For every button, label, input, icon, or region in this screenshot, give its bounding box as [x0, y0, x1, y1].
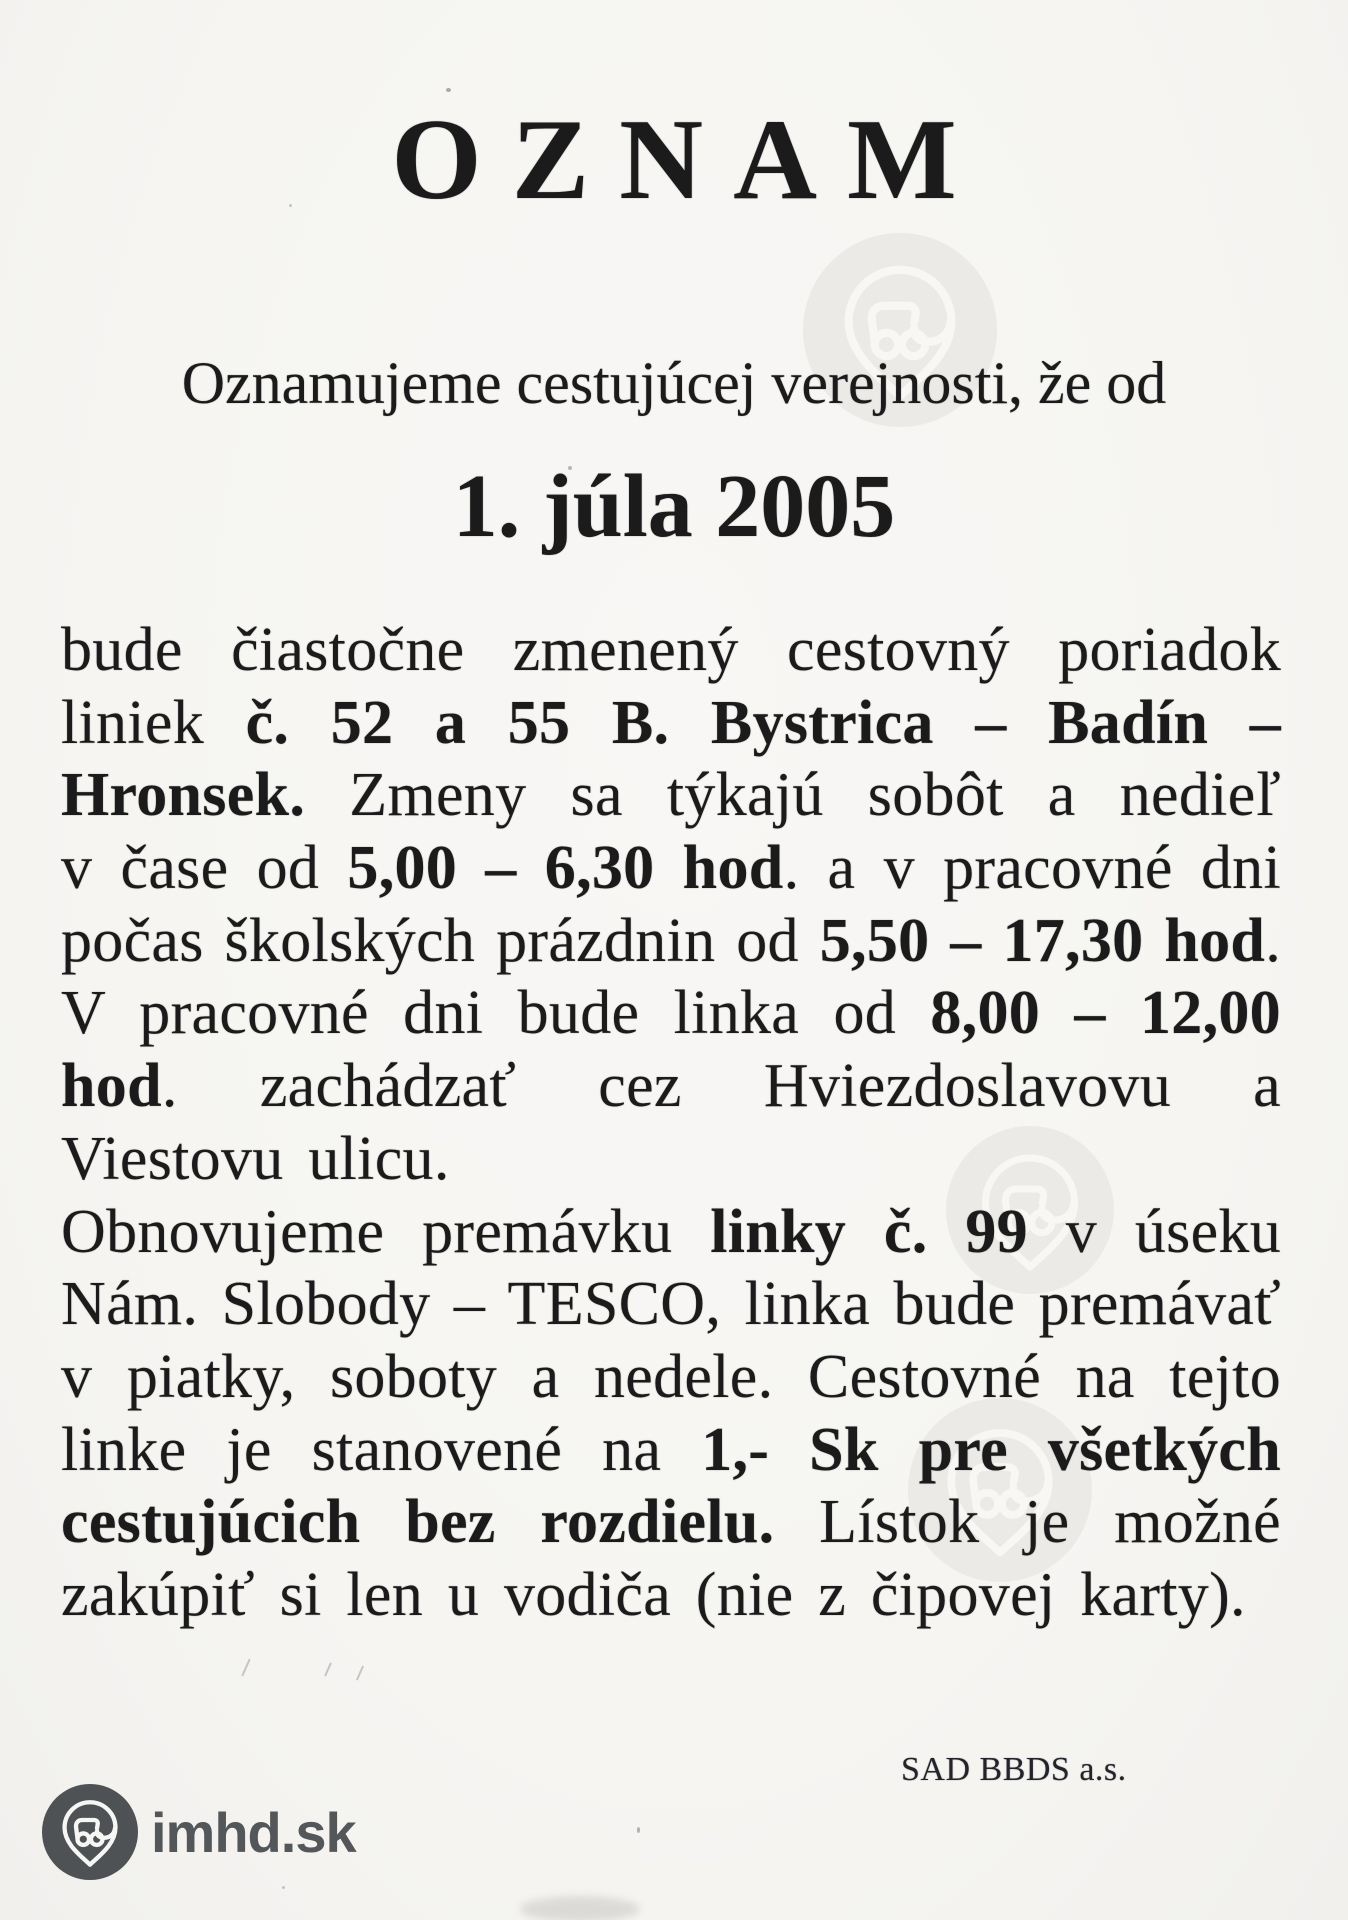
- body-text-segment: Viestovu ulicu.: [61, 1124, 450, 1193]
- body-text-bold-segment: 5,00 – 6,30 hod: [347, 834, 784, 903]
- scan-speck: [289, 204, 292, 207]
- body-text-segment: bude čiastočne zmenený cestovný poriadok: [61, 616, 1281, 684]
- body-text-segment: počas školských prázdnin od: [61, 906, 820, 975]
- scan-speck: [282, 1886, 285, 1889]
- imhd-logo-text: imhd.sk: [151, 1800, 356, 1864]
- body-line: [61, 832, 1281, 905]
- body-text-bold-segment: cestujúcich bez rozdielu.: [61, 1488, 775, 1557]
- pencil-mark: [324, 1662, 332, 1677]
- body-line: [61, 977, 1281, 1050]
- scan-smudge: [520, 1896, 640, 1920]
- scan-speck: [568, 466, 572, 470]
- body-text-segment: Nám. Slobody – TESCO, linka bude premávať: [61, 1270, 1281, 1339]
- body-line: [61, 905, 1281, 978]
- body-text-bold-segment: č. 52 a 55 B. Bystrica – Badín –: [245, 688, 1282, 757]
- body-line: [61, 1341, 1281, 1414]
- signature-company: SAD BBDS a.s.: [901, 1751, 1127, 1788]
- pencil-mark: [241, 1658, 251, 1676]
- body-line: [61, 1486, 1281, 1559]
- body-line: [61, 1559, 1281, 1632]
- imhd-bus-pin-icon: [42, 1784, 138, 1880]
- body-text-segment: liniek: [61, 688, 246, 757]
- body-text-bold-segment: hod: [61, 1052, 162, 1121]
- body-line: [61, 1268, 1281, 1341]
- body-line: [61, 1196, 1281, 1269]
- body-text-bold-segment: linky č. 99: [710, 1197, 1028, 1266]
- body-text-bold-segment: 8,00 – 12,00: [930, 979, 1281, 1048]
- notice-subtitle: Oznamujeme cestujúcej verejnosti, že od: [181, 350, 1167, 416]
- body-text-segment: v čase od: [61, 834, 348, 903]
- notice-title: OZNAM: [391, 96, 987, 224]
- body-text-bold-segment: 5,50 – 17,30 hod: [819, 906, 1266, 975]
- body-line: [61, 759, 1281, 832]
- scan-speck: [446, 88, 451, 92]
- body-text-segment: linke je stanovené na: [61, 1415, 702, 1484]
- imhd-logo: [42, 1784, 356, 1880]
- body-line: [61, 1123, 1281, 1196]
- body-text-segment: v úseku: [1027, 1197, 1281, 1266]
- body-text-segment: Lístok je možné: [774, 1488, 1281, 1557]
- body-line: [61, 1050, 1281, 1123]
- body-text-bold-segment: Hronsek.: [61, 761, 306, 830]
- effective-date: 1. júla 2005: [452, 457, 896, 556]
- body-text-segment: . zachádzať cez Hviezdoslavovu a: [161, 1052, 1281, 1121]
- body-text-segment: zakúpiť si len u vodiča (nie z čipovej karty).: [61, 1560, 1246, 1629]
- body-text-segment: v piatky, soboty a nedele. Cestovné na tejto: [61, 1342, 1281, 1411]
- body-line: [61, 1414, 1281, 1487]
- body-text-segment: Zmeny sa týkajú sobôt a nedieľ: [305, 761, 1281, 830]
- scan-speck: [637, 1827, 640, 1833]
- body-text-bold-segment: 1,- Sk pre všetkých: [701, 1415, 1281, 1484]
- body-line: [61, 687, 1281, 760]
- body-line: [61, 614, 1281, 687]
- body-text-segment: .: [1265, 906, 1281, 975]
- body-text-segment: . a v pracovné dni: [783, 834, 1282, 903]
- pencil-mark: [356, 1665, 364, 1680]
- announcement-body: [61, 614, 1281, 1632]
- body-text-segment: Obnovujeme premávku: [61, 1197, 711, 1266]
- body-text-segment: V pracovné dni bude linka od: [61, 979, 931, 1048]
